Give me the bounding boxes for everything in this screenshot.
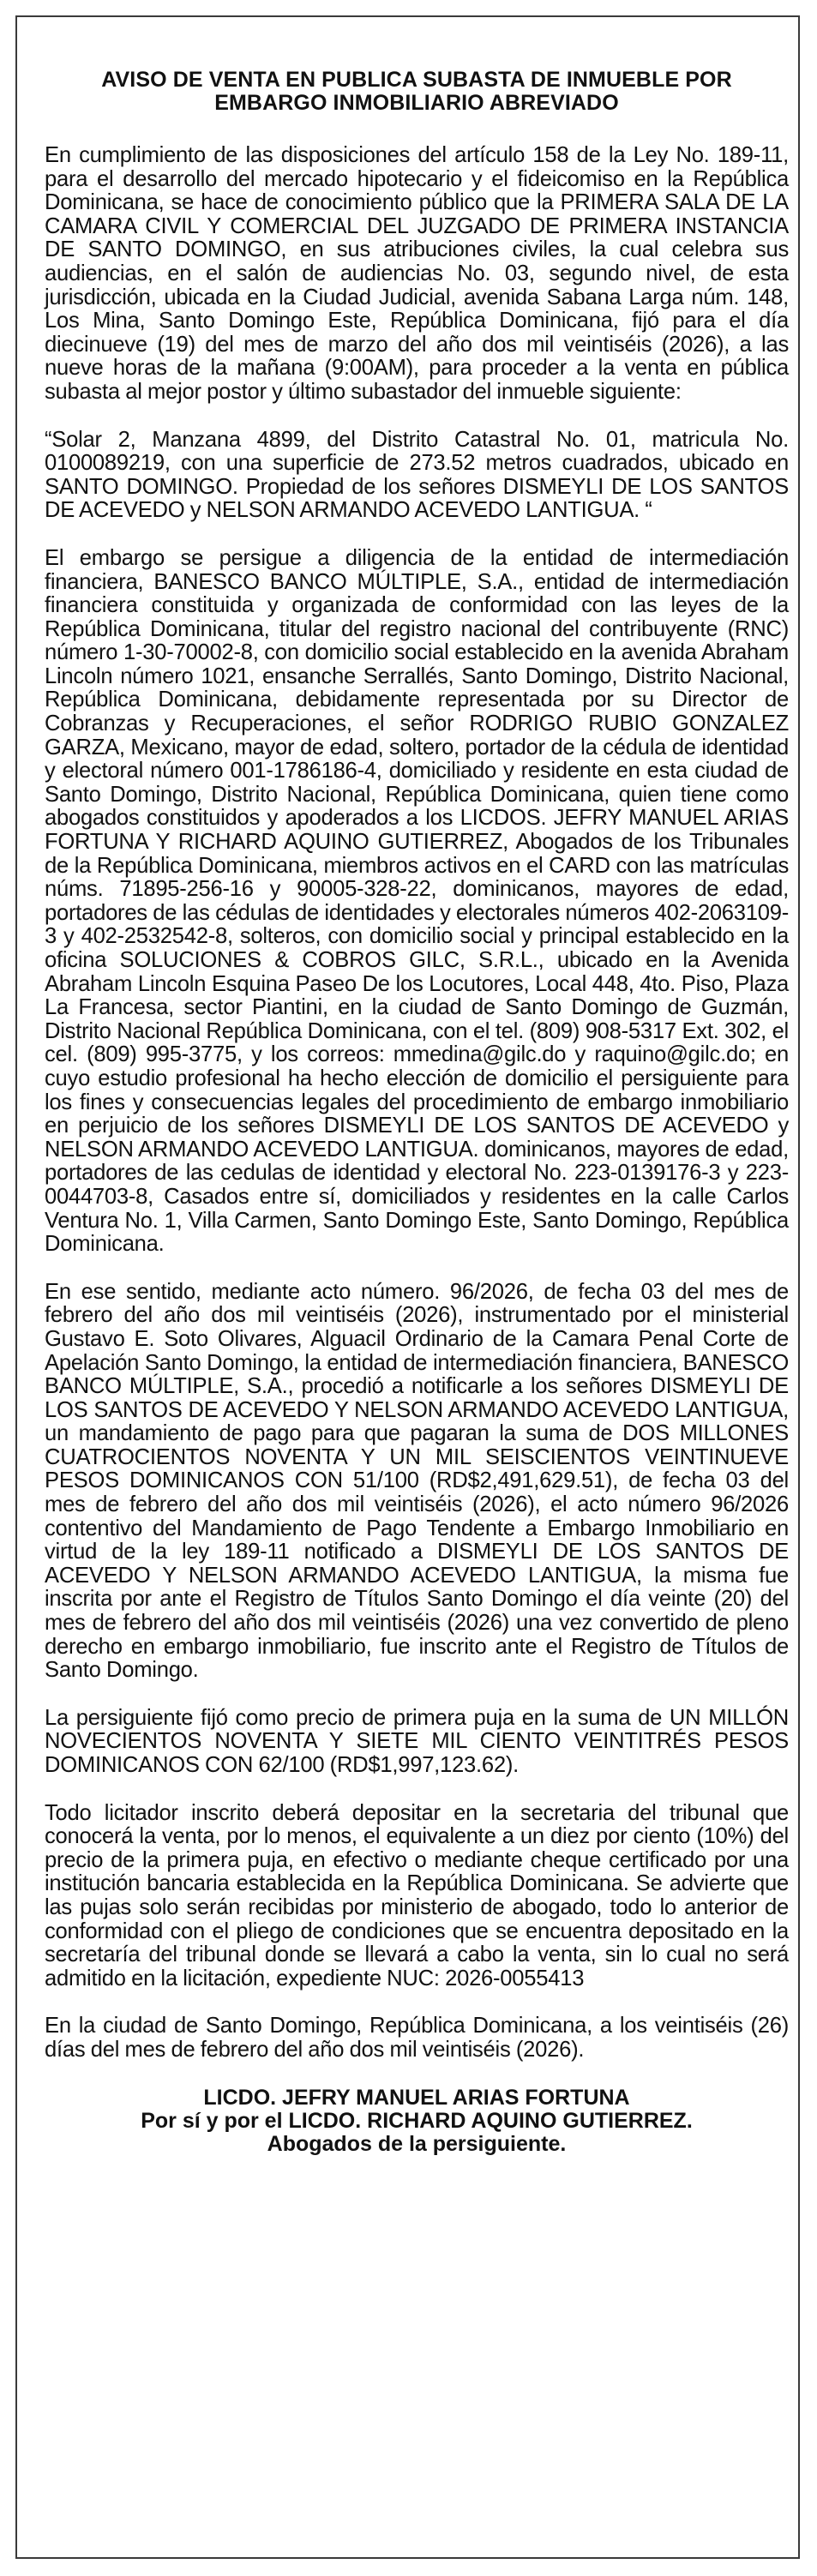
- paragraph-payment-order: En ese sentido, mediante acto número. 96/2026, de fecha 03 del mes de febrero del año dos mil veintiséis (2026), instrumentado por el ministerial Gustavo E. Soto Olivares, Alguacil Ordinario de la Camara Penal Corte de Apelación Santo Domingo, la entidad de intermediación financiera, BANESCO BANCO MÚLTIPLE, S.A., procedió a notificarle a los señores DISMEYLI DE LOS SANTOS DE ACEVEDO Y NELSON ARMANDO ACEVEDO LANTIGUA, un mandamiento de pago para que pagaran la suma de DOS MILLONES CUATROCIENTOS NOVENTA Y UN MIL SEISCIENTOS VEINTINUEVE PESOS DOMINICANOS CON 51/100 (RD$2,491,629.51), de fecha 03 del mes de febrero del año dos mil veintiséis (2026), el acto número 96/2026 contentivo del Mandamiento de Pago Tendente a Embargo Inmobiliario en virtud de la ley 189-11 notificado a DISMEYLI DE LOS SANTOS DE ACEVEDO Y NELSON ARMANDO ACEVEDO LANTIGUA, la misma fue inscrita por ante el Registro de Títulos Santo Domingo el día veinte (20) del mes de febrero del año dos mil veintiséis (2026) una vez convertido de pleno derecho en embargo inmobiliario, fue inscrito ante el Registro de Títulos de Santo Domingo.: [45, 1279, 789, 1683]
- paragraph-creditor-details: El embargo se persigue a diligencia de la entidad de intermediación financiera, BANESCO BANCO MÚLTIPLE, S.A., entidad de intermediación financiera constituida y organizada de conformidad con las leyes de la República Dominicana, titular del registro nacional del contribuyente (RNC) número 1-30-70002-8, con domicilio social establecido en la avenida Abraham Lincoln número 1021, ensanche Serrallés, Santo Domingo, Distrito Nacional, República Dominicana, debidamente representada por su Director de Cobranzas y Recuperaciones, el señor RODRIGO RUBIO GONZALEZ GARZA, Mexicano, mayor de edad, soltero, portador de la cédula de identidad y electoral número 001-1786186-4, domiciliado y residente en esta ciudad de Santo Domingo, Distrito Nacional, República Dominicana, quien tiene como abogados constituidos y apoderados a los LICDOS. JEFRY MANUEL ARIAS FORTUNA Y RICHARD AQUINO GUTIERREZ, Abogados de los Tribunales de la República Dominicana, miembros activos en el CARD con las matrículas núms. 71895-256-16 y 90005-328-22, dominicanos, mayores de edad, portadores de las cédulas de identidades y electorales números 402-2063109-3 y 402-2532542-8, solteros, con domicilio social y principal establecido en la oficina SOLUCIONES & COBROS GILC, S.R.L., ubicado en la Avenida Abraham Lincoln Esquina Paseo De los Locutores, Local 448, 4to. Piso, Plaza La Francesa, sector Piantini, en la ciudad de Santo Domingo de Guzmán, Distrito Nacional República Dominicana, con el tel. (809) 908-5317 Ext. 302, el cel. (809) 995-3775, y los correos: mmedina@gilc.do y raquino@gilc.do; en cuyo estudio profesional ha hecho elección de domicilio el persiguiente para los fines y consecuencias legales del procedimiento de embargo inmobiliario en perjuicio de los señores DISMEYLI DE LOS SANTOS DE ACEVEDO y NELSON ARMANDO ACEVEDO LANTIGUA. dominicanos, mayores de edad, portadores de las cedulas de identidad y electoral No. 223-0139176-3 y 223-0044703-8, Casados entre sí, domiciliados y residentes en la calle Carlos Ventura No. 1, Villa Carmen, Santo Domingo Este, Santo Domingo, República Dominicana.: [45, 545, 789, 1257]
- paragraph-bidder-deposit: Todo licitador inscrito deberá depositar en la secretaria del tribunal que conocerá la venta, por lo menos, el equivalente a un diez por ciento (10%) del precio de la primera puja, en efectivo o mediante cheque certificado por una institución bancaria establecida en la República Dominicana. Se advierte que las pujas solo serán recibidas por ministerio de abogado, todo lo anterior de conformidad con el pliego de condiciones que se encuentra depositado en la secretaría del tribunal donde se llevará a cabo la venta, sin lo cual no será admitido en la licitación, expediente NUC: 2026-0055413: [45, 1800, 789, 1991]
- legal-notice: [45, 69, 789, 2156]
- notice-title-line-1: AVISO DE VENTA EN PUBLICA SUBASTA DE INMUEBLE POR: [101, 68, 732, 92]
- signature-name: LICDO. JEFRY MANUEL ARIAS FORTUNA: [203, 2085, 630, 2110]
- paragraph-starting-bid: La persiguiente fijó como precio de primera puja en la suma de UN MILLÓN NOVECIENTOS NOVENTA Y SIETE MIL CIENTO VEINTITRÉS PESOS DOMINICANOS CON 62/100 (RD$1,997,123.62).: [45, 1705, 789, 1777]
- paragraph-property-description: “Solar 2, Manzana 4899, del Distrito Catastral No. 01, matricula No. 0100089219, con una superficie de 273.52 metros cuadrados, ubicado en SANTO DOMINGO. Propiedad de los señores DISMEYLI DE LOS SANTOS DE ACEVEDO y NELSON ARMANDO ACEVEDO LANTIGUA. “: [45, 427, 789, 523]
- notice-title-line-2: EMBARGO INMOBILIARIO ABREVIADO: [214, 91, 619, 115]
- notice-title: [45, 69, 789, 115]
- signature-role: Abogados de la persiguiente.: [267, 2131, 567, 2156]
- signature-cosigner: Por sí y por el LICDO. RICHARD AQUINO GUTIERREZ.: [141, 2108, 693, 2133]
- paragraph-announcement: En cumplimiento de las disposiciones del artículo 158 de la Ley No. 189-11, para el desarrollo del mercado hipotecario y el fideicomiso en la República Dominicana, se hace de conocimiento público que la PRIMERA SALA DE LA CAMARA CIVIL Y COMERCIAL DEL JUZGADO DE PRIMERA INSTANCIA DE SANTO DOMINGO, en sus atribuciones civiles, la cual celebra sus audiencias, en el salón de audiencias No. 03, segundo nivel, de esta jurisdicción, ubicada en la Ciudad Judicial, avenida Sabana Larga núm. 148, Los Mina, Santo Domingo Este, República Dominicana, fijó para el día diecinueve (19) del mes de marzo del año dos mil veintiséis (2026), a las nueve horas de la mañana (9:00AM), para proceder a la venta en pública subasta al mejor postor y último subastador del inmueble siguiente:: [45, 143, 789, 404]
- signature-block: [45, 2087, 789, 2156]
- paragraph-date-place: En la ciudad de Santo Domingo, República Dominicana, a los veintiséis (26) días del mes de febrero del año dos mil veintiséis (2026).: [45, 2014, 789, 2062]
